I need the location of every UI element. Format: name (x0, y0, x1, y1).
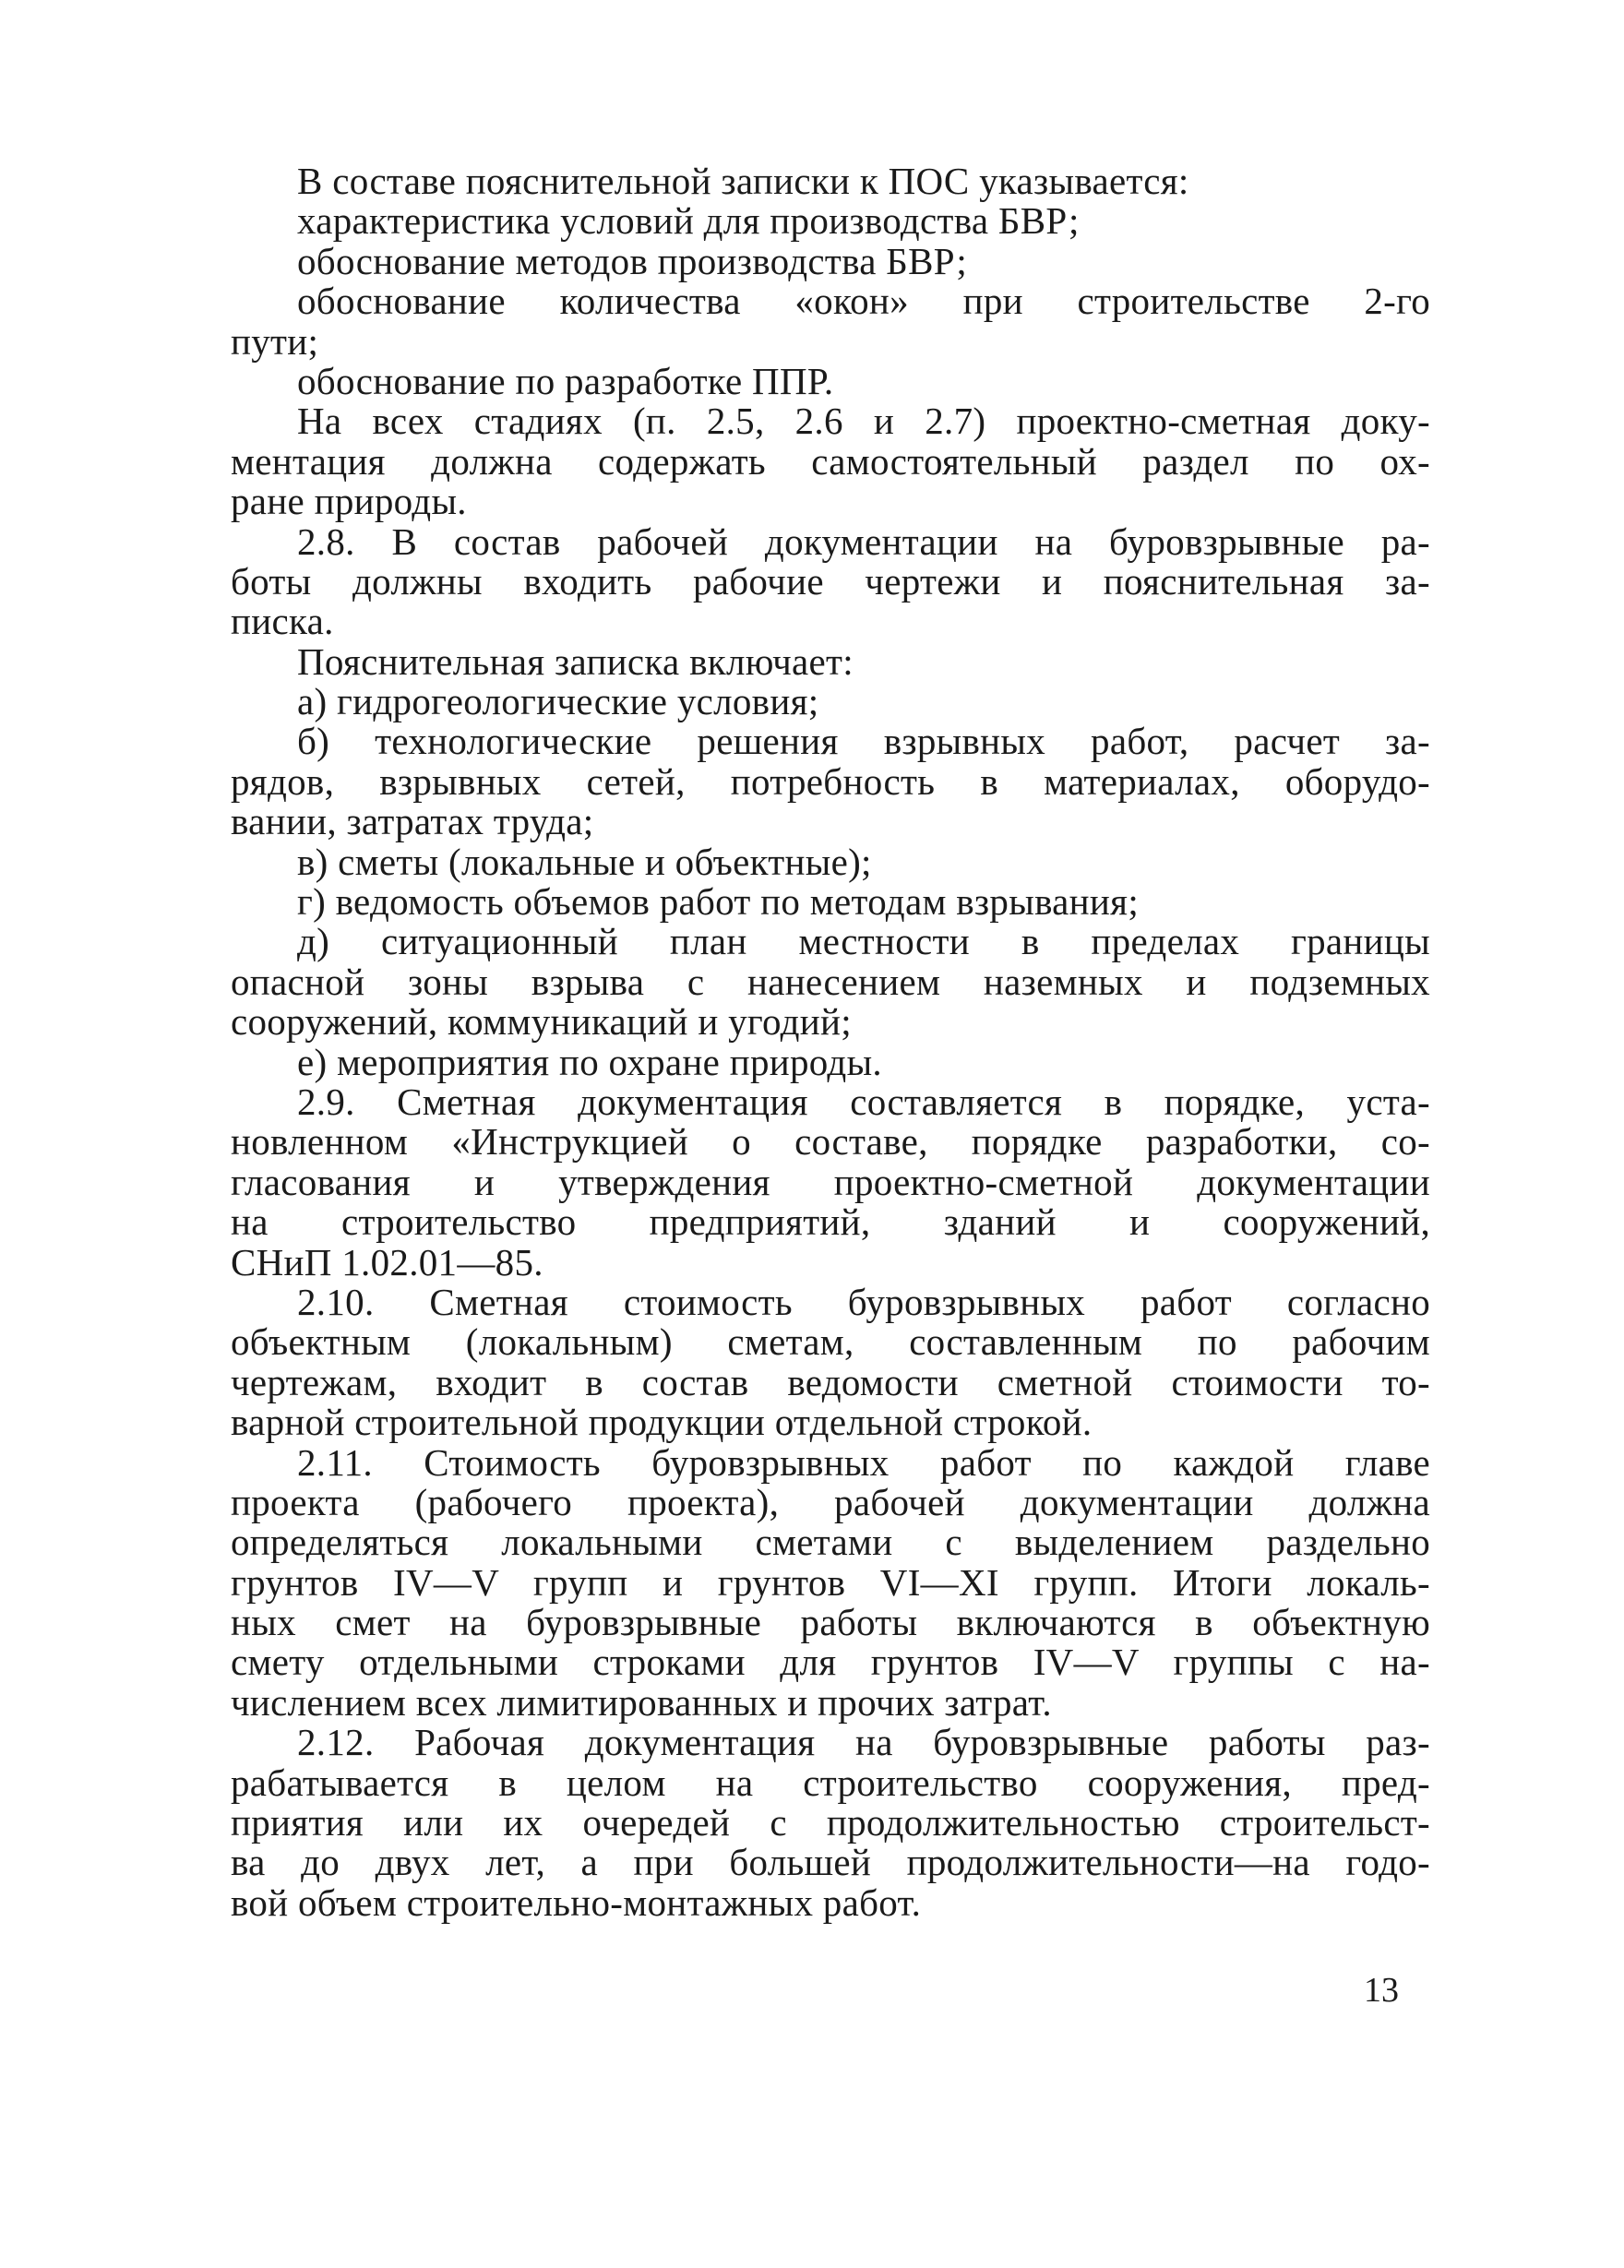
text-line: вой объем строительно-монтажных работ. (231, 1880, 922, 1924)
text-line: 2.8. В состав рабочей документации на буровзрывные ра- (297, 519, 1430, 563)
text-line: боты должны входить рабочие чертежи и пояснительная за- (231, 559, 1430, 603)
text-line: обоснование количества «окон» при строительстве 2-го (297, 280, 1430, 323)
text-line: Пояснительная записка включает: (297, 639, 854, 683)
text-line: ва до двух лет, а при большей продолжительности—на годо- (231, 1841, 1430, 1884)
text-line: В составе пояснительной записки к ПОС указывается: (297, 160, 1189, 202)
text-line: гласования и утверждения проектно-сметной документации (231, 1160, 1430, 1203)
text-line: опасной зоны взрыва с нанесением наземных и подземных (231, 960, 1430, 1003)
text-line: а) гидрогеологические условия; (297, 680, 819, 723)
text-line: д) ситуационный план местности в пределах границы (297, 920, 1430, 963)
text-line: приятия или их очередей с продолжительностью строительст- (231, 1801, 1430, 1844)
text-line: варной строительной продукции отдельной строкой. (231, 1401, 1093, 1444)
text-line: 2.11. Стоимость буровзрывных работ по каждой главе (297, 1440, 1430, 1484)
text-line: 2.9. Сметная документация составляется в порядке, уста- (297, 1080, 1430, 1123)
text-line: 2.12. Рабочая документация на буровзрывные работы раз- (297, 1721, 1430, 1764)
text-line: чертежам, входит в состав ведомости сметной стоимости то- (231, 1360, 1430, 1403)
text-line: проекта (рабочего проекта), рабочей документации должна (231, 1480, 1430, 1523)
text-line: г) ведомость объемов работ по методам взрывания; (297, 880, 1140, 924)
text-line: На всех стадиях (п. 2.5, 2.6 и 2.7) проектно-сметная доку- (297, 400, 1430, 443)
text-line: смету отдельными строками для грунтов IV—V группы с на- (231, 1641, 1430, 1684)
text-line: рядов, взрывных сетей, потребность в материалах, оборудо- (231, 759, 1430, 803)
text-line: 2.10. Сметная стоимость буровзрывных работ согласно (297, 1280, 1430, 1323)
text-line: обоснование по разработке ППР. (297, 359, 834, 402)
text-line: обоснование методов производства БВР; (297, 239, 968, 282)
text-line: сооружений, коммуникаций и угодий; (231, 1000, 852, 1044)
text-line: характеристика условий для производства БВР; (297, 199, 1080, 243)
page-number: 13 (1364, 1971, 1399, 2010)
text-line: писка. (231, 600, 334, 643)
text-line: определяться локальными сметами с выделением раздельно (231, 1521, 1430, 1564)
text-line: на строительство предприятий, зданий и сооружений, (231, 1200, 1430, 1244)
text-line: в) сметы (локальные и объектные); (297, 840, 872, 883)
text-line: числением всех лимитированных и прочих затрат. (231, 1680, 1052, 1724)
text-line: грунтов IV—V групп и грунтов VI—XI групп. Итоги локаль- (231, 1560, 1430, 1604)
text-line: ных смет на буровзрывные работы включаются в объектную (231, 1601, 1430, 1644)
text-line: рабатывается в целом на строительство сооружения, пред- (231, 1761, 1430, 1804)
text-line: объектным (локальным) сметам, составленным по рабочим (231, 1320, 1430, 1364)
body-text (231, 161, 1430, 1923)
text-line: ментация должна содержать самостоятельный раздел по ох- (231, 439, 1430, 483)
text-line: пути; (231, 319, 319, 363)
text-line: б) технологические решения взрывных работ, расчет за- (297, 720, 1430, 763)
text-line: ране природы. (231, 480, 467, 523)
text-line: новленном «Инструкцией о составе, порядке разработки, со- (231, 1120, 1430, 1164)
text-line: СНиП 1.02.01—85. (231, 1240, 543, 1283)
text-line: е) мероприятия по охране природы. (297, 1040, 882, 1083)
text-line: вании, затратах труда; (231, 800, 594, 843)
